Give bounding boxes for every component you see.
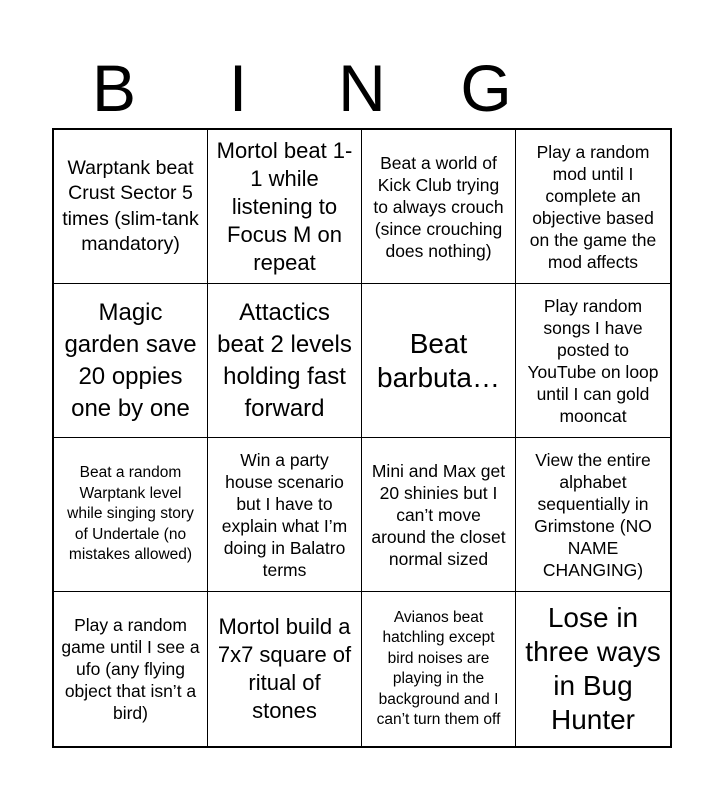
bingo-cell-text: Win a party house scenario but I have to explain what I’m doing in Balatro terms: [221, 449, 348, 580]
bingo-cell-r3c2[interactable]: [208, 438, 362, 592]
bingo-cell-r3c4[interactable]: [516, 438, 670, 592]
bingo-cell-r1c1[interactable]: [54, 130, 208, 284]
bingo-cell-text: Attactics beat 2 levels holding fast forward: [217, 298, 352, 422]
bingo-cell-text: Magic garden save 20 oppies one by one: [64, 298, 197, 422]
bingo-cell-r1c4[interactable]: [516, 130, 670, 284]
bingo-cell-text: Avianos beat hatchling except bird noises are playing in the background and I can’t turn them off: [376, 608, 501, 728]
header-letter-o: [548, 48, 672, 128]
bingo-cell-r2c4[interactable]: [516, 284, 670, 438]
bingo-cell-text: Mortol build a 7x7 square of ritual of stones: [217, 614, 352, 723]
bingo-cell-text: Warptank beat Crust Sector 5 times (slim-tank mandatory): [62, 156, 199, 255]
bingo-cell-text: Mortol beat 1-1 while listening to Focus M on repeat: [216, 137, 353, 275]
bingo-cell-r1c2[interactable]: [208, 130, 362, 284]
header-letter-n: N: [338, 51, 386, 125]
bingo-cell-text: Play random songs I have posted to YouTube on loop until I can gold mooncat: [527, 295, 659, 426]
bingo-cell-r2c3[interactable]: [362, 284, 516, 438]
bingo-cell-r3c3[interactable]: [362, 438, 516, 592]
bingo-cell-text: Beat barbuta…: [377, 327, 500, 393]
header-letter-g: G: [460, 51, 512, 125]
header-letter-i: I: [228, 51, 248, 125]
bingo-cell-text: Play a random game until I see a ufo (any flying object that isn’t a bird): [61, 615, 200, 723]
bingo-cell-r2c2[interactable]: [208, 284, 362, 438]
bingo-cell-r4c4[interactable]: [516, 592, 670, 746]
bingo-cell-text: Play a random mod until I complete an objective based on the game the mod affects: [529, 141, 657, 272]
bingo-cell-text: View the entire alphabet sequentially in Grimstone (NO NAME CHANGING): [534, 449, 652, 580]
bingo-cell-r4c2[interactable]: [208, 592, 362, 746]
bingo-cell-r2c1[interactable]: [54, 284, 208, 438]
bingo-cell-text: Beat a world of Kick Club trying to always crouch (since crouching does nothing): [373, 152, 504, 261]
header-letter-b: B: [91, 51, 137, 125]
bingo-header: [52, 48, 672, 128]
bingo-cell-text: Mini and Max get 20 shinies but I can’t move around the closet normal sized: [371, 460, 506, 569]
bingo-cell-r4c1[interactable]: [54, 592, 208, 746]
bingo-cell-r3c1[interactable]: [54, 438, 208, 592]
bingo-cell-r1c3[interactable]: [362, 130, 516, 284]
bingo-cell-r4c3[interactable]: [362, 592, 516, 746]
bingo-cell-text: Lose in three ways in Bug Hunter: [525, 602, 661, 735]
bingo-cell-text: Beat a random Warptank level while singing story of Undertale (no mistakes allowed): [67, 464, 194, 564]
bingo-board: [52, 128, 672, 748]
